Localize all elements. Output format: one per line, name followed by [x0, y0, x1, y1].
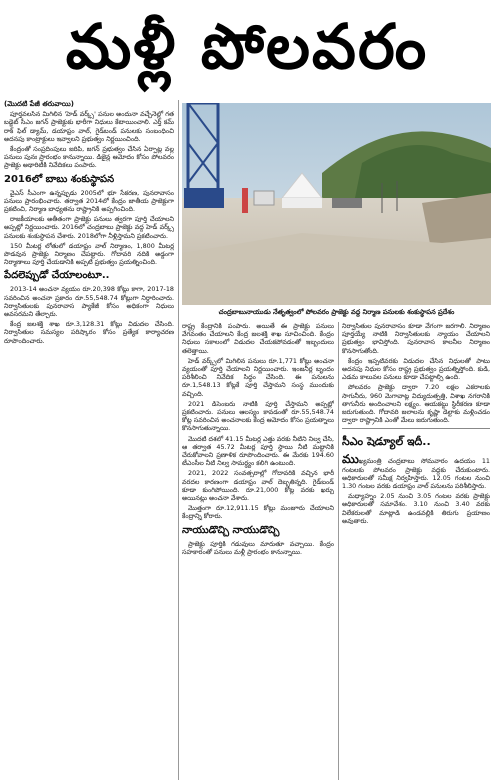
schedule-box-title: సీఎం షెడ్యూల్ ఇదీ.. [342, 435, 431, 449]
subheading: పేదలెప్పుడో చేయాలంటూ.. [4, 270, 110, 282]
page-headline: మళ్లీ పోలవరం [65, 10, 429, 83]
column-middle [182, 322, 334, 780]
paragraph: హెడ్ వర్క్స్‌లో మిగిలిన పనులు రూ.1,771 కోట్లు అంచనా వ్యయంతో పూర్తి చేయాలని నిర్ణయించారు. ఇంజనీర్ల బృందం పరిశీలించి నివేదిక సిద్ధం చేసింది. ఈ పనులను రూ.1,548.13 కోట్లకే పూర్తి చేస్తామని సంస్థ ముందుకు వచ్చింది. [182, 356, 334, 398]
paragraph: వైఎస్ సీఎంగా ఉన్నప్పుడు 2005లో భూ సేకరణ, పునరావాసం పనులు ప్రారంభించారు. తర్వాత 2014లో కేంద్రం జాతీయ ప్రాజెక్టుగా ప్రకటించి, నిర్మాణ బాధ్యతను రాష్ట్రానికి అప్పగించింది. [4, 188, 174, 214]
drop-cap: ము [342, 452, 359, 467]
paragraph: 2013-14 అంచనా వ్యయం రూ.20,398 కోట్లు కాగా, 2017-18 సవరించిన అంచనా ప్రకారం రూ.55,548.74 కోట్లుగా నిర్ధారించారు. నిర్వాసితులకు పునరావాస ప్యాకేజీ కోసం అధికంగా నిధులు అవసరమని తేల్చారు. [4, 285, 174, 319]
project-site-photo [182, 103, 491, 305]
paragraph: మొత్తంగా రూ.12,911.15 కోట్లు మంజూరు చేయాలని కేంద్రాన్ని కోరారు. [182, 504, 334, 521]
column-divider [338, 322, 339, 780]
paragraph-text: ఖ్యమంత్రి చంద్రబాబు సోమవారం ఉదయం 11 గంటలకు పోలవరం ప్రాజెక్టు వద్దకు చేరుకుంటారు. అధికారులతో సమీక్ష నిర్వహిస్తారు. 12.05 గంటల నుంచి 1.30 గంటల వరకు డయాఫ్రం వాల్ పనులను పరిశీలిస్తారు. [342, 457, 490, 491]
paragraph: 2021 డిసెంబరు నాటికి పూర్తి చేస్తామని అప్పట్లో ప్రకటించారు. పనులు ఆలస్యం కావడంతో రూ.55,548.74 కోట్ల సవరించిన అంచనాలకు కేంద్ర ఆమోదం కోసం ప్రయత్నాలు కొనసాగుతున్నాయి. [182, 399, 334, 433]
column-right [342, 322, 490, 780]
news-photo [182, 103, 491, 305]
paragraph: 150 మీటర్ల లోతులో డయాఫ్రం వాల్ నిర్మాణం, 1,800 మీటర్ల పొడవున ప్రాజెక్టు నిర్మాణం చేపట్టారు. గోదావరి నదికి అడ్డంగా నిర్మాణాలు పూర్తి చేయడానికి అప్పటి ప్రభుత్వం ప్రయత్నించింది. [4, 241, 174, 267]
paragraph: నిర్వాసితుల పునరావాసం కూడా వేగంగా జరగాలి. నిర్మాణం పూర్తయ్యే నాటికి నిర్వాసితులకు న్యాయం చేయాలని ప్రభుత్వం భావిస్తోంది. పునరావాస కాలనీల నిర్మాణం కొనసాగుతోంది. [342, 322, 490, 355]
paragraph: రాజకీయాలకు అతీతంగా ప్రాజెక్టు పనులు త్వరగా పూర్తి చేయాలని అప్పట్లో నిర్ణయించారు. 2016లో చంద్రబాబు ప్రాజెక్టు వద్ద హెడ్ వర్క్స్ పనులకు శంకుస్థాపన చేశారు. 2018లోగా నీళ్లిస్తామని ప్రకటించారు. [4, 215, 174, 240]
paragraph: ప్రాజెక్టు పూర్తికి గడువులు మారుతూ వచ్చాయి. కేంద్రం సహకారంతో పనులు మళ్లీ ప్రారంభం కానున్నాయి. [182, 539, 334, 556]
paragraph [342, 452, 490, 491]
paragraph: పోలవరం ప్రాజెక్టు ద్వారా 7.20 లక్షల ఎకరాలకు సాగునీరు, 960 మెగావాట్ల విద్యుదుత్పత్తి, విశాఖ నగరానికి తాగునీరు అందించాలని లక్ష్యం. ఆయకట్టు స్థిరీకరణ కూడా జరుగుతుంది. గోదావరి జలాలను కృష్ణా డెల్టాకు మళ్లించడం ద్వారా రాష్ట్రానికి ఎంతో మేలు జరుగుతుంది. [342, 383, 490, 425]
paragraph: కేంద్ర జలశక్తి శాఖ రూ.3,128.31 కోట్లు విడుదల చేసింది. నిర్వాసితుల సమస్యల పరిష్కారం కోసం ప్రత్యేక కార్యాచరణ రూపొందించారు. [4, 320, 174, 345]
paragraph: మధ్యాహ్నం 2.05 నుంచి 3.05 గంటల వరకు ప్రాజెక్టు అధికారులతో సమావేశం. 3.10 నుంచి 3.40 వరకు విలేకరులతో మాట్లాడి ఉండవల్లికి తిరుగు ప్రయాణం అవుతారు. [342, 492, 490, 525]
paragraph: మొదటి దశలో 41.15 మీటర్ల ఎత్తు వరకు నీటిని నిల్వ చేసి, ఆ తర్వాత 45.72 మీటర్ల పూర్తి స్థాయి నీటి మట్టానికి చేరుకోవాలని ప్రణాళిక రూపొందించారు. ఈ మేరకు 194.60 టీఎంసీల నీటి నిల్వ సామర్థ్యం కలిగి ఉంటుంది. [182, 434, 334, 468]
paragraph: కేంద్రంతో సంప్రదింపులు జరిపి, జగన్ ప్రభుత్వం చేసిన ఏర్పాట్ల వల్ల పనులు పునః ప్రారంభం కానున్నాయి. డిజైన్ల ఆమోదం కోసం పోలవరం ప్రాజెక్టు అథారిటీకి నివేదికలు పంపారు. [4, 145, 174, 170]
photo-caption: చంద్రబాబునాయుడు నేతృత్వంలో పోలవరం ప్రాజెక్టు వద్ద నిర్మాణ పనులకు శంకుస్థాపన ప్రదేశం [218, 308, 455, 316]
paragraph: పూర్తవలసిన మిగిలిన 'హెడ్ వర్క్స్' పనుల అందునా వచ్చేనెల్లో గత బడ్జెట్ సీఎం జగన్ ప్రాజెక్టుకు భారీగా నిధులు కేటాయించాలి. ఎర్త్ కమ్ రాక్ ఫిల్ డ్యామ్, డయాఫ్రం వాల్, గైడ్‌బండ్ పనులకు సంబంధించి అదనపు కాంట్రాక్టులు ఇవ్వాలని ప్రభుత్వం నిర్ణయించింది. [4, 110, 174, 143]
box-separator [342, 428, 490, 429]
continued-label: (మొదటి పేజీ తరువాయి) [4, 100, 74, 108]
column-divider [178, 100, 179, 780]
headline-area [0, 0, 494, 94]
paragraph: 2021, 2022 సంవత్సరాల్లో గోదావరికి వచ్చిన భారీ వరదల కారణంగా డయాఫ్రం వాల్ దెబ్బతిన్నది. గైడ్‌బండ్ కూడా కుంగిపోయింది. రూ.21,000 కోట్ల వరకు ఖర్చు అయినట్లు అంచనా వేశారు. [182, 469, 334, 503]
paragraph: రాష్ట్ర కేంద్రానికి పంపారు. అయితే ఈ ప్రాజెక్టు పనులు వేగవంతం చేయాలని కేంద్ర జలశక్తి శాఖ సూచించింది. కేంద్రం నిధులు సకాలంలో విడుదల చేయకపోవడంతో ఇబ్బందులు తలెత్తాయి. [182, 322, 334, 355]
column-left [4, 100, 174, 780]
paragraph: కేంద్రం ఇప్పటివరకు విడుదల చేసిన నిధులతో పాటు అదనపు నిధుల కోసం రాష్ట్ర ప్రభుత్వం ప్రయత్నిస్తోంది. కుడి, ఎడమ కాలువల పనులు కూడా చేపట్టాల్సి ఉంది. [342, 356, 490, 382]
subheading: నాయుడొచ్చి నాయుడొచ్చి [182, 524, 280, 536]
subheading: 2016లో బాబు శంకుస్థాపన [4, 173, 115, 185]
